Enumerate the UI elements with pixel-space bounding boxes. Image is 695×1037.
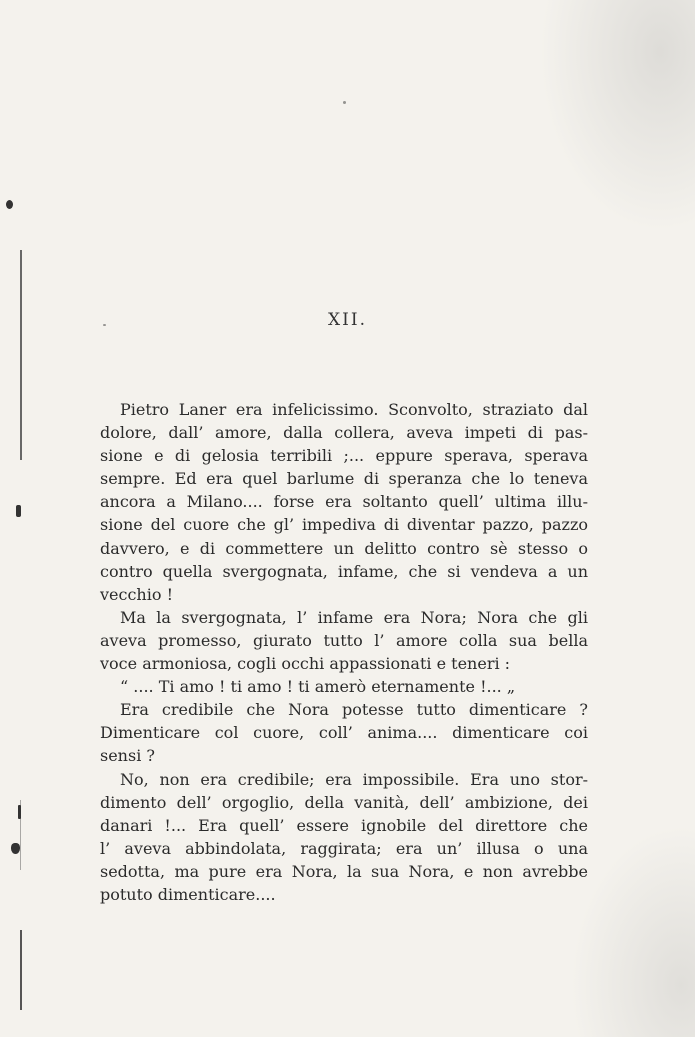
binding-shadow-line bbox=[20, 250, 22, 460]
text-line: danari !... Era quell’ essere ignobile del direttore che bbox=[100, 815, 588, 835]
ink-speck bbox=[343, 101, 346, 104]
text-line: contro quella svergognata, infame, che si vendeva a un bbox=[100, 561, 588, 581]
chapter-body-text bbox=[100, 398, 588, 906]
text-line: vecchio ! bbox=[100, 584, 173, 604]
text-line: davvero, e di commettere un delitto contro sè stesso o bbox=[100, 538, 588, 558]
text-line: voce armoniosa, cogli occhi appassionati e teneri : bbox=[100, 654, 511, 674]
text-line: sione e di gelosia terribili ;... eppure sperava, sperava bbox=[100, 446, 588, 466]
ink-speck bbox=[16, 505, 21, 517]
text-line: Ma la svergognata, l’ infame era Nora; Nora che gli bbox=[120, 607, 588, 627]
text-line: “ .... Ti amo ! ti amo ! ti amerò eternamente !... „ bbox=[120, 677, 516, 697]
text-line: sedotta, ma pure era Nora, la sua Nora, e non avrebbe bbox=[100, 861, 588, 881]
text-line: dolore, dall’ amore, dalla collera, aveva impeti di pas- bbox=[100, 423, 588, 443]
text-line: potuto dimenticare.... bbox=[100, 884, 276, 904]
text-line: sensi ? bbox=[100, 746, 155, 766]
text-line: dimento dell’ orgoglio, della vanità, dell’ ambizione, dei bbox=[100, 792, 588, 812]
ink-speck bbox=[11, 843, 20, 854]
text-line: sempre. Ed era quel barlume di speranza che lo teneva bbox=[100, 469, 588, 489]
text-line: Dimenticare col cuore, coll’ anima.... dimenticare coi bbox=[100, 723, 588, 743]
text-line: ancora a Milano.... forse era soltanto quell’ ultima illu- bbox=[100, 492, 588, 512]
text-line: l’ aveva abbindolata, raggirata; era un’ illusa o una bbox=[100, 838, 588, 858]
text-line: Pietro Laner era infelicissimo. Sconvolto, straziato dal bbox=[120, 400, 588, 419]
text-line: Era credibile che Nora potesse tutto dimenticare ? bbox=[120, 700, 588, 720]
ink-speck bbox=[18, 805, 21, 819]
ink-speck bbox=[6, 200, 13, 209]
text-line: No, non era credibile; era impossibile. Era uno stor- bbox=[120, 769, 588, 789]
text-line: aveva promesso, giurato tutto l’ amore colla sua bella bbox=[100, 630, 588, 650]
binding-shadow-line bbox=[20, 930, 22, 1010]
chapter-heading: XII. bbox=[328, 310, 367, 330]
text-line: sione del cuore che gl’ impediva di diventar pazzo, pazzo bbox=[100, 515, 588, 535]
